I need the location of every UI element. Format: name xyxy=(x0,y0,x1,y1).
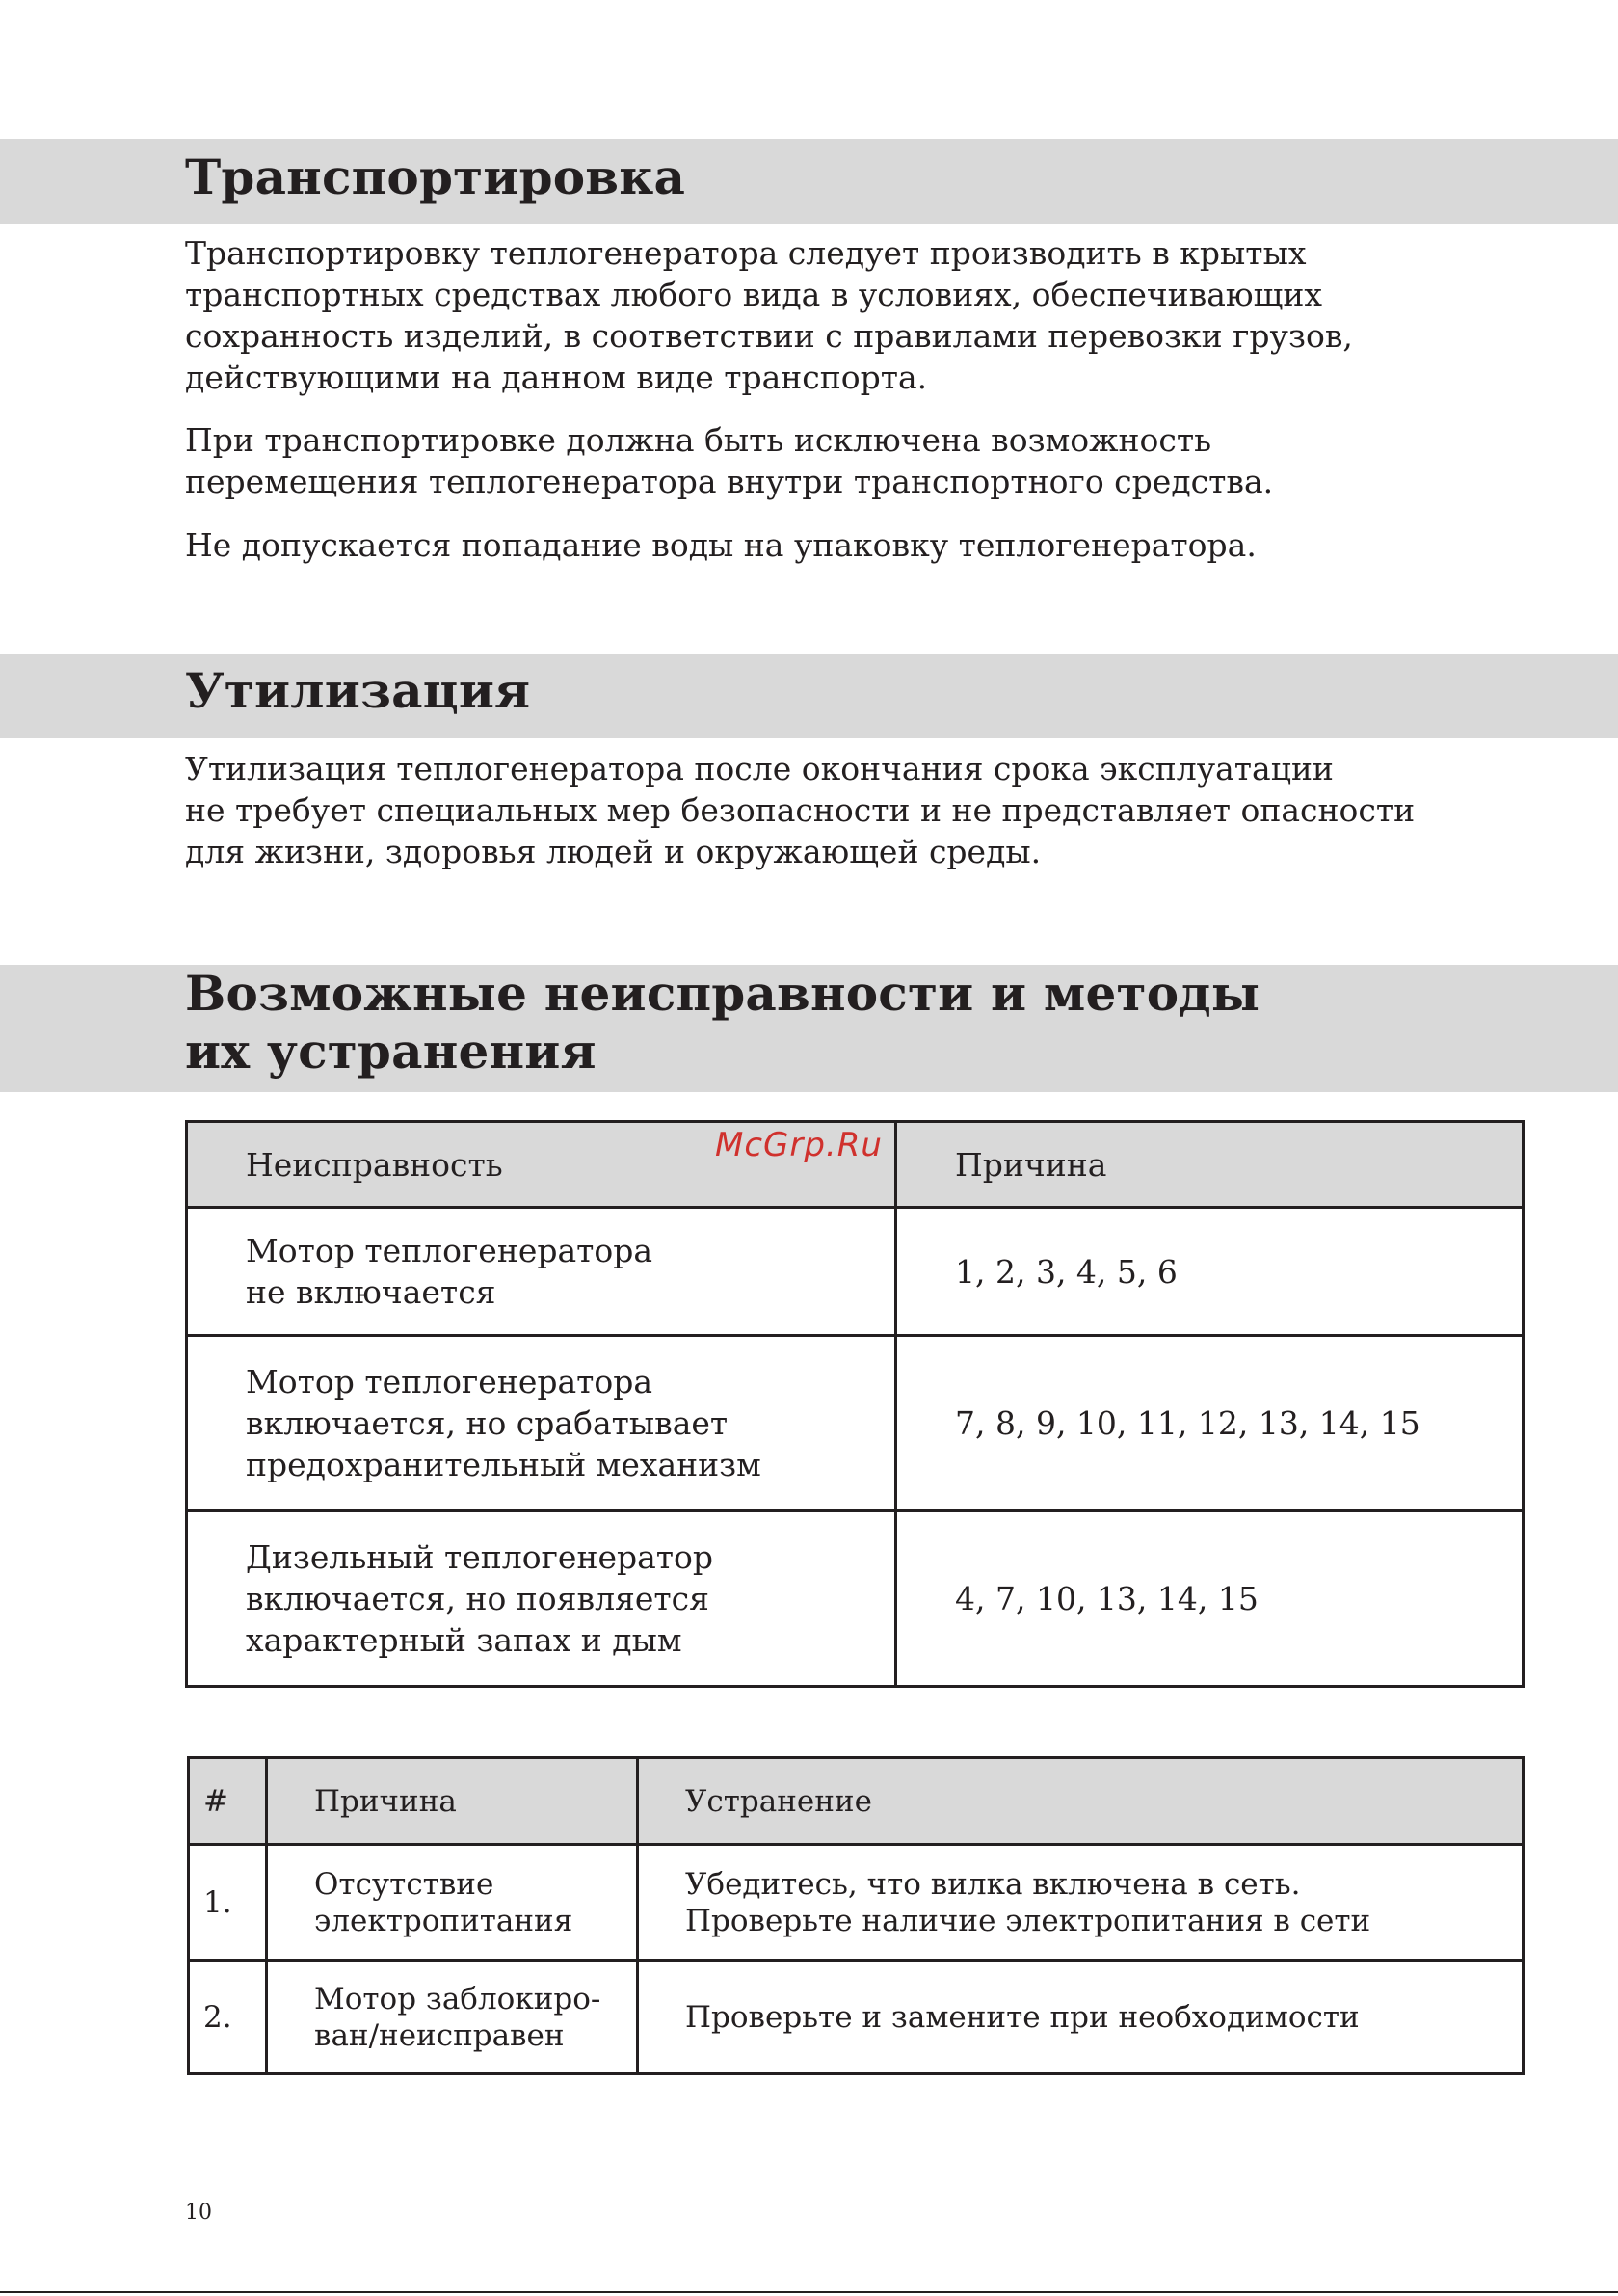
table-row xyxy=(187,1511,1524,1687)
section-header-disposal xyxy=(0,654,1618,738)
fault-cell: Мотор теплогенератора включается, но срабатывает предохранительный механизм xyxy=(187,1336,896,1511)
section-header-transport xyxy=(0,139,1618,224)
section-title-transport: Транспортировка xyxy=(185,148,686,205)
bottom-rule xyxy=(0,2291,1618,2293)
fix-cell: Убедитесь, что вилка включена в сеть. Проверьте наличие электропитания в сети xyxy=(638,1845,1524,1961)
watermark: McGrp.Ru xyxy=(715,1126,883,1164)
fix-cell: Проверьте и замените при необходимости xyxy=(638,1961,1524,2074)
faults-table xyxy=(185,1120,1525,1688)
transport-paragraph-1: Транспортировку теплогенератора следует производить в крытых транспортных средствах любого вида в условиях, обеспечивающих сохранность изделий, в соответствии с правилами перевозки грузов, действующими на данном виде транспорта. xyxy=(185,234,1353,396)
header-number: # xyxy=(189,1758,267,1845)
section-header-faults xyxy=(0,965,1618,1092)
causes-cell: 7, 8, 9, 10, 11, 12, 13, 14, 15 xyxy=(896,1336,1524,1511)
page-number: 10 xyxy=(185,2201,212,2225)
disposal-paragraph: Утилизация теплогенератора после окончания срока эксплуатации не требует специальных мер безопасности и не представляет опасности для жизни, здоровья людей и окружающей среды. xyxy=(185,750,1416,870)
table-row xyxy=(189,1845,1524,1961)
section-title-disposal: Утилизация xyxy=(185,662,531,719)
table-row xyxy=(189,1961,1524,2074)
causes-cell: 4, 7, 10, 13, 14, 15 xyxy=(896,1511,1524,1687)
transport-paragraph-3: Не допускается попадание воды на упаковку теплогенератора. xyxy=(185,526,1257,564)
fault-cell: Дизельный теплогенератор включается, но появляется характерный запах и дым xyxy=(187,1511,896,1687)
causes-table xyxy=(187,1756,1525,2075)
section-title-faults: Возможные неисправности и методы их устранения xyxy=(185,965,1260,1080)
header-fault: Неисправность xyxy=(187,1122,896,1208)
cause-cell: Отсутствие электропитания xyxy=(267,1845,638,1961)
cause-number: 2. xyxy=(189,1961,267,2074)
header-fix: Устранение xyxy=(638,1758,1524,1845)
header-cause: Причина xyxy=(896,1122,1524,1208)
causes-cell: 1, 2, 3, 4, 5, 6 xyxy=(896,1208,1524,1336)
causes-table-header-row xyxy=(189,1758,1524,1845)
table-row xyxy=(187,1208,1524,1336)
cause-number: 1. xyxy=(189,1845,267,1961)
cause-cell: Мотор заблокиро- ван/неисправен xyxy=(267,1961,638,2074)
fault-cell: Мотор теплогенератора не включается xyxy=(187,1208,896,1336)
table-row xyxy=(187,1336,1524,1511)
transport-paragraph-2: При транспортировке должна быть исключена возможность перемещения теплогенератора внутри транспортного средства. xyxy=(185,421,1274,500)
header-cause: Причина xyxy=(267,1758,638,1845)
